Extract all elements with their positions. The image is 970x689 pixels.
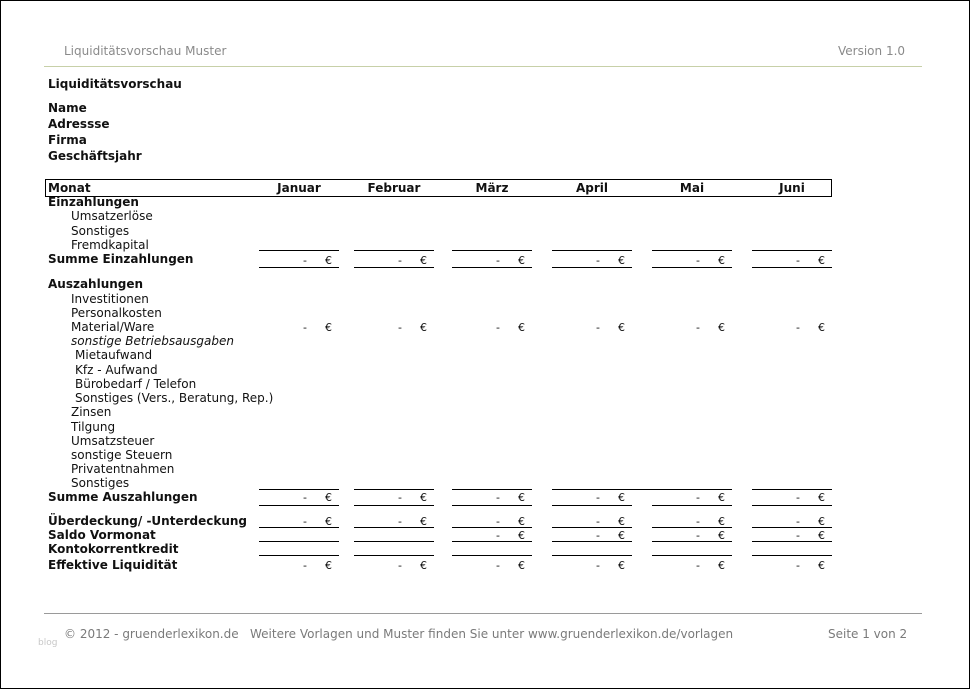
value-dash: - [696,254,700,267]
subsection-sonstige-betriebsausgaben: sonstige Betriebsausgaben [71,334,234,348]
value-dash: - [496,559,500,572]
cell-underline [652,555,732,556]
value-dash: - [796,491,800,504]
row-label: Mietaufwand [75,348,153,362]
currency-symbol: € [420,515,427,528]
currency-symbol: € [325,559,332,572]
column-header-month: Januar [277,181,321,195]
currency-symbol: € [618,515,625,528]
currency-symbol: € [518,529,525,542]
value-dash: - [596,491,600,504]
cell-underline [259,489,339,490]
value-cell [259,559,339,573]
row-label: sonstige Steuern [71,448,173,462]
row-label: Tilgung [71,420,116,434]
header-doc-name: Liquiditätsvorschau Muster [64,44,227,58]
row-label: Umsatzerlöse [71,209,153,223]
row-ueberdeckung: Überdeckung/ -Unterdeckung [48,514,248,528]
currency-symbol: € [518,491,525,504]
currency-symbol: € [618,529,625,542]
cell-underline [752,505,832,506]
value-dash: - [398,321,402,334]
value-cell [552,321,632,335]
currency-symbol: € [325,321,332,334]
row-label: Privatentnahmen [71,462,175,476]
value-dash: - [596,321,600,334]
currency-symbol: € [818,254,825,267]
column-header-monat: Monat [48,181,91,195]
column-header-month: Juni [779,181,805,195]
value-cell [652,559,732,573]
value-cell [752,559,832,573]
row-summe-einzahlungen: Summe Einzahlungen [48,252,194,266]
cell-underline [552,555,632,556]
value-dash: - [696,491,700,504]
value-dash: - [796,529,800,542]
footer-more-templates: Weitere Vorlagen und Muster finden Sie unter www.gruenderlexikon.de/vorlagen [250,627,734,641]
currency-symbol: € [325,491,332,504]
value-cell [452,529,532,543]
value-dash: - [303,254,307,267]
column-header-month: März [475,181,509,195]
footer-page-number: Seite 1 von 2 [828,627,908,641]
value-dash: - [696,559,700,572]
section-auszahlungen: Auszahlungen [48,277,144,291]
header-divider [44,66,922,67]
footer-divider [44,613,922,614]
cell-underline [552,505,632,506]
cell-underline [452,489,532,490]
value-dash: - [796,321,800,334]
value-cell [452,491,532,505]
value-dash: - [303,559,307,572]
currency-symbol: € [618,559,625,572]
column-header-month: Februar [367,181,421,195]
currency-symbol: € [420,559,427,572]
cell-underline [552,489,732,490]
value-dash: - [398,491,402,504]
row-label: Bürobedarf / Telefon [75,377,197,391]
cell-underline [452,505,532,506]
value-cell [259,254,339,268]
row-label: Sonstiges [71,224,130,238]
cell-underline [354,505,434,506]
info-fiscal-year-label: Geschäftsjahr [48,149,142,163]
row-label: Sonstiges (Vers., Beratung, Rep.) [75,391,274,405]
value-cell [452,559,532,573]
row-label: Zinsen [71,405,112,419]
cell-underline [354,489,434,490]
currency-symbol: € [718,254,725,267]
cell-underline [652,250,732,251]
cell-underline [752,250,832,251]
value-cell [652,515,732,529]
value-cell [752,254,832,268]
value-dash: - [398,559,402,572]
value-dash: - [696,529,700,542]
row-summe-auszahlungen: Summe Auszahlungen [48,490,198,504]
value-cell [752,529,832,543]
value-dash: - [496,321,500,334]
cell-underline [354,541,434,542]
value-cell [354,491,434,505]
value-cell [354,559,434,573]
value-cell [752,491,832,505]
currency-symbol: € [818,529,825,542]
value-cell [652,491,732,505]
cell-underline [259,505,339,506]
cell-underline [452,555,532,556]
cell-underline [354,555,434,556]
value-dash: - [696,515,700,528]
currency-symbol: € [718,515,725,528]
currency-symbol: € [420,254,427,267]
value-cell [752,321,832,335]
value-dash: - [303,491,307,504]
cell-underline [259,555,339,556]
value-cell [752,515,832,529]
value-dash: - [496,515,500,528]
row-label: Umsatzsteuer [71,434,155,448]
column-header-month: April [575,181,609,195]
value-cell [354,321,434,335]
section-einzahlungen: Einzahlungen [48,195,139,209]
footer-copyright: © 2012 - gruenderlexikon.de [64,627,239,641]
value-cell [552,559,632,573]
watermark: blog [38,638,58,648]
currency-symbol: € [618,491,625,504]
value-dash: - [596,254,600,267]
value-dash: - [596,529,600,542]
value-cell [452,254,532,268]
cell-underline [552,250,632,251]
currency-symbol: € [718,559,725,572]
document-title: Liquiditätsvorschau [48,77,182,91]
info-address-label: Adressse [48,117,110,131]
value-cell [552,254,632,268]
value-dash: - [796,254,800,267]
currency-symbol: € [718,321,725,334]
info-company-label: Firma [48,133,87,147]
currency-symbol: € [618,321,625,334]
currency-symbol: € [818,515,825,528]
value-dash: - [496,491,500,504]
currency-symbol: € [618,254,625,267]
currency-symbol: € [518,321,525,334]
currency-symbol: € [325,254,332,267]
value-dash: - [796,559,800,572]
cell-underline [752,555,832,556]
value-cell [259,491,339,505]
value-cell [259,321,339,335]
value-dash: - [696,321,700,334]
value-cell [652,321,732,335]
row-label: Investitionen [71,292,149,306]
cell-underline [354,250,434,251]
value-cell [259,515,339,529]
column-header-month: Mai [679,181,705,195]
value-dash: - [596,559,600,572]
value-dash: - [398,515,402,528]
value-dash: - [398,254,402,267]
row-label: Sonstiges [71,476,130,490]
currency-symbol: € [818,491,825,504]
currency-symbol: € [518,254,525,267]
row-effektive-liquiditaet: Effektive Liquidität [48,558,178,572]
cell-underline [259,541,339,542]
currency-symbol: € [818,559,825,572]
currency-symbol: € [420,491,427,504]
value-cell [552,529,632,543]
currency-symbol: € [518,515,525,528]
currency-symbol: € [325,515,332,528]
value-dash: - [303,515,307,528]
value-cell [354,515,434,529]
row-label: Fremdkapital [71,238,149,252]
row-label: Kfz - Aufwand [75,363,158,377]
row-kontokorrentkredit: Kontokorrentkredit [48,542,179,556]
value-cell [552,515,632,529]
cell-underline [752,489,832,490]
value-dash: - [596,515,600,528]
cell-underline [259,250,339,251]
value-dash: - [496,254,500,267]
cell-underline [452,250,532,251]
currency-symbol: € [718,491,725,504]
value-dash: - [796,515,800,528]
value-cell [652,529,732,543]
row-label: Material/Ware [71,320,155,334]
value-cell [452,321,532,335]
value-dash: - [303,321,307,334]
row-label: Personalkosten [71,306,162,320]
value-cell [552,491,632,505]
info-name-label: Name [48,101,87,115]
currency-symbol: € [718,529,725,542]
cell-underline [652,505,732,506]
currency-symbol: € [818,321,825,334]
value-cell [354,254,434,268]
value-dash: - [496,529,500,542]
value-cell [452,515,532,529]
row-saldo-vormonat: Saldo Vormonat [48,528,156,542]
currency-symbol: € [420,321,427,334]
currency-symbol: € [518,559,525,572]
value-cell [652,254,732,268]
header-version: Version 1.0 [838,44,906,58]
